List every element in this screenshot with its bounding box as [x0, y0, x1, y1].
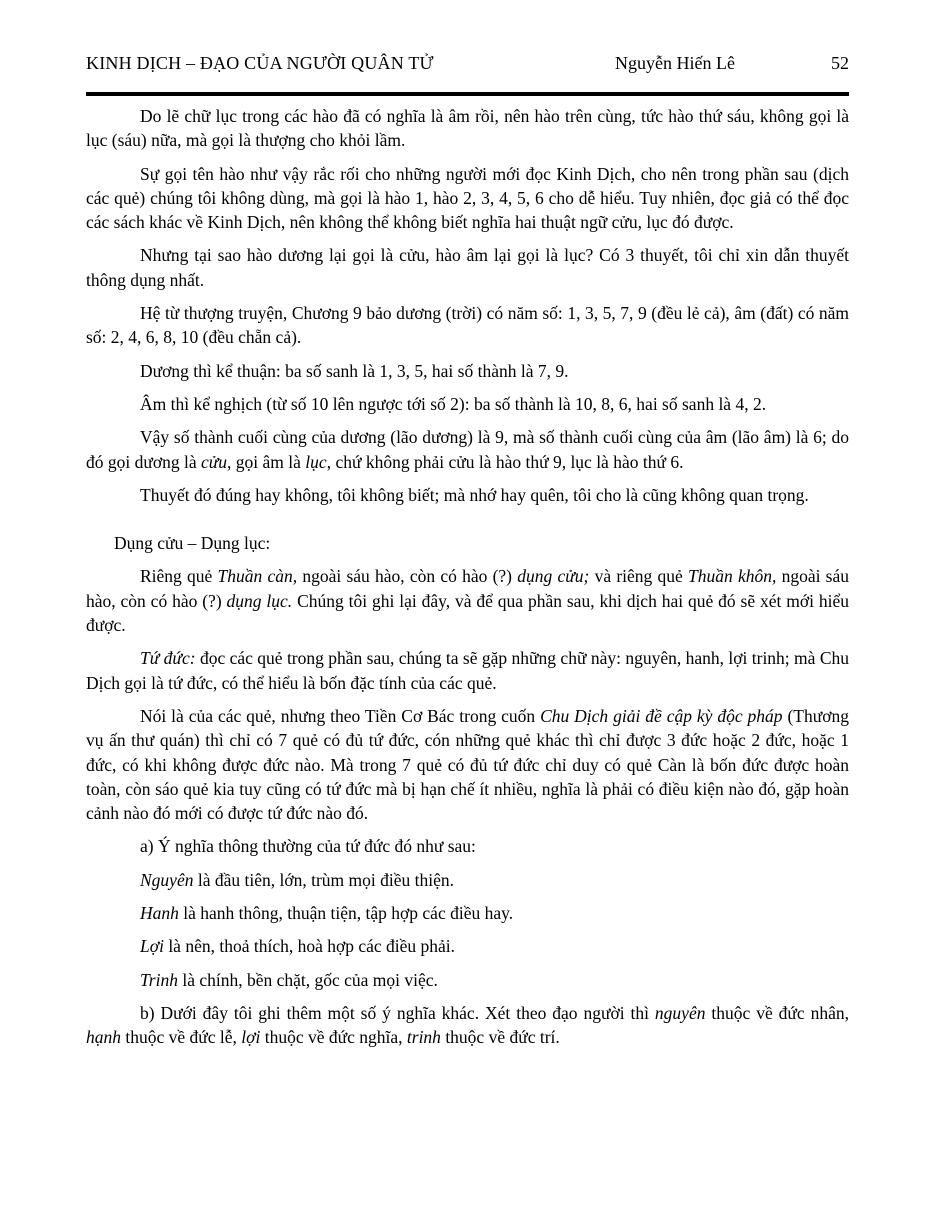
text-run: là nên, thoả thích, hoà hợp các điều phải.	[163, 936, 456, 957]
paragraph	[86, 834, 849, 858]
text-run: , chứ không phải cửu là hào thứ 9, lục là hào thứ 6.	[326, 451, 684, 472]
header-rule	[86, 92, 849, 96]
italic-run: hạnh	[86, 1027, 121, 1048]
paragraph	[86, 868, 849, 892]
italic-run: Nguyên	[140, 869, 194, 890]
text-run: a) Ý nghĩa thông thường của tứ đức đó như sau:	[140, 836, 476, 857]
text-run: Nói là của các quẻ, nhưng theo Tiền Cơ Bác trong cuốn	[140, 705, 541, 726]
running-header	[86, 50, 849, 76]
text-run: là đầu tiên, lớn, trùm mọi điều thiện.	[193, 869, 454, 890]
italic-run: cửu	[200, 451, 228, 472]
text-run: là hanh thông, thuận tiện, tập hợp các điều hay.	[178, 903, 514, 924]
section-heading	[86, 531, 849, 555]
paragraph	[86, 483, 849, 507]
text-run: đọc các quẻ trong phần sau, chúng ta sẽ gặp những chữ này: nguyên, hanh, lợi trinh; mà Chu Dịch gọi là tứ đức, có thể hiểu là bốn đặc tính của các quẻ.	[86, 648, 849, 693]
text-run: Dụng cửu – Dụng lục:	[114, 533, 271, 554]
text-run: là chính, bền chặt, gốc của mọi việc.	[177, 969, 438, 990]
italic-run: Thuần càn,	[217, 566, 298, 587]
page-body	[86, 104, 849, 1050]
paragraph	[86, 104, 849, 153]
text-run: Thuyết đó đúng hay không, tôi không biết; mà nhớ hay quên, tôi cho là cũng không quan trọng.	[140, 484, 809, 505]
author-name: Nguyễn Hiến Lê	[615, 53, 735, 73]
text-run: (Thương vụ ấn thư quán) thì chỉ có 7 quẻ có đủ tứ đức, cón những quẻ khác thì chỉ được 3 đức hoặc 2 đức, hoặc 1 đức, có khi không được đức nào. Mà trong 7 quẻ có đủ tứ đức chỉ duy có quẻ Càn là bốn đức được hoàn toàn, còn sáo quẻ kia tuy cũng có tứ đức mà bị hạn chế ít nhiều, nghĩa là phải có điều kiện nào đó, gặp hoàn cảnh nào đó mới có được tứ đức nào đó.	[86, 705, 849, 824]
italic-run: dụng cửu;	[517, 566, 590, 587]
italic-run: lục	[305, 451, 327, 472]
paragraph	[86, 901, 849, 925]
text-run: Vậy số thành cuối cùng của dương (lão dương) là 9, mà số thành cuối cùng của âm (lão âm) là 6; do đó gọi dương là	[86, 427, 849, 472]
italic-run: lợi	[241, 1027, 261, 1048]
text-run: và riêng quẻ	[589, 566, 688, 587]
italic-run: Hanh	[140, 903, 179, 924]
text-run: Sự gọi tên hào như vậy rắc rối cho những người mới đọc Kinh Dịch, cho nên trong phần sau (dịch các quẻ) chúng tôi không dùng, mà gọi là hào 1, hào 2, 3, 4, 5, 6 cho dễ hiểu. Tuy nhiên, đọc giả có thể đọc các sách khác về Kinh Dịch, nên không thể không biết nghĩa hai thuật ngữ cửu, lục đó được.	[86, 163, 849, 233]
paragraph	[86, 243, 849, 292]
text-run: ngoài sáu hào, còn có hào (?)	[297, 566, 518, 587]
paragraph	[86, 359, 849, 383]
italic-run: trinh	[406, 1027, 441, 1048]
paragraph	[86, 392, 849, 416]
running-title: KINH DỊCH – ĐẠO CỦA NGƯỜI QUÂN TỬ	[86, 53, 434, 73]
italic-run: Trinh	[140, 969, 178, 990]
italic-run: Tứ đức:	[140, 648, 196, 669]
paragraph	[86, 1001, 849, 1050]
text-run: thuộc về đức nhân,	[705, 1002, 849, 1023]
text-run: Hệ từ thượng truyện, Chương 9 bảo dương (trời) có năm số: 1, 3, 5, 7, 9 (đều lẻ cả), âm (đất) có năm số: 2, 4, 6, 8, 10 (đều chẵn cả).	[86, 303, 849, 348]
text-run: Âm thì kể nghịch (từ số 10 lên ngược tới số 2): ba số thành là 10, 8, 6, hai số sanh là 4, 2.	[140, 393, 767, 414]
paragraph	[86, 968, 849, 992]
paragraph	[86, 162, 849, 235]
paragraph	[86, 425, 849, 474]
italic-run: Chu Dịch giải đề cập kỳ độc pháp	[540, 705, 783, 726]
text-run: Chúng tôi ghi lại đây, và để qua phần sau, khi dịch hai quẻ đó sẽ xét mới hiểu được.	[86, 590, 849, 636]
paragraph	[86, 704, 849, 825]
text-run: thuộc về đức trí.	[440, 1027, 560, 1048]
italic-run: dụng lục.	[226, 590, 293, 611]
text-run: Do lẽ chữ lục trong các hào đã có nghĩa là âm rồi, nên hào trên cùng, tức hào thứ sáu, không gọi là lục (sáu) nữa, mà gọi là thượng cho khỏi lầm.	[86, 106, 849, 151]
text-run: Riêng quẻ	[140, 566, 218, 587]
paragraph	[86, 646, 849, 695]
text-run: Dương thì kể thuận: ba số sanh là 1, 3, 5, hai số thành là 7, 9.	[140, 360, 569, 381]
paragraph	[86, 934, 849, 958]
text-run: thuộc về đức lễ,	[121, 1027, 242, 1048]
text-run: Nhưng tại sao hào dương lại gọi là cửu, hào âm lại gọi là lục? Có 3 thuyết, tôi chỉ xin dẫn thuyết thông dụng nhất.	[86, 245, 849, 290]
italic-run: Lợi	[140, 936, 164, 957]
italic-run: nguyên	[654, 1002, 706, 1023]
paragraph	[86, 301, 849, 350]
text-run: ngoài sáu hào, còn có hào (?)	[86, 566, 850, 611]
text-run: b) Dưới đây tôi ghi thêm một số ý nghĩa khác. Xét theo đạo người thì	[140, 1002, 655, 1023]
text-run: thuộc về đức nghĩa,	[260, 1027, 407, 1048]
italic-run: Thuần khôn,	[688, 566, 777, 587]
paragraph	[86, 564, 849, 637]
text-run: , gọi âm là	[227, 451, 306, 472]
page-number: 52	[831, 53, 849, 73]
